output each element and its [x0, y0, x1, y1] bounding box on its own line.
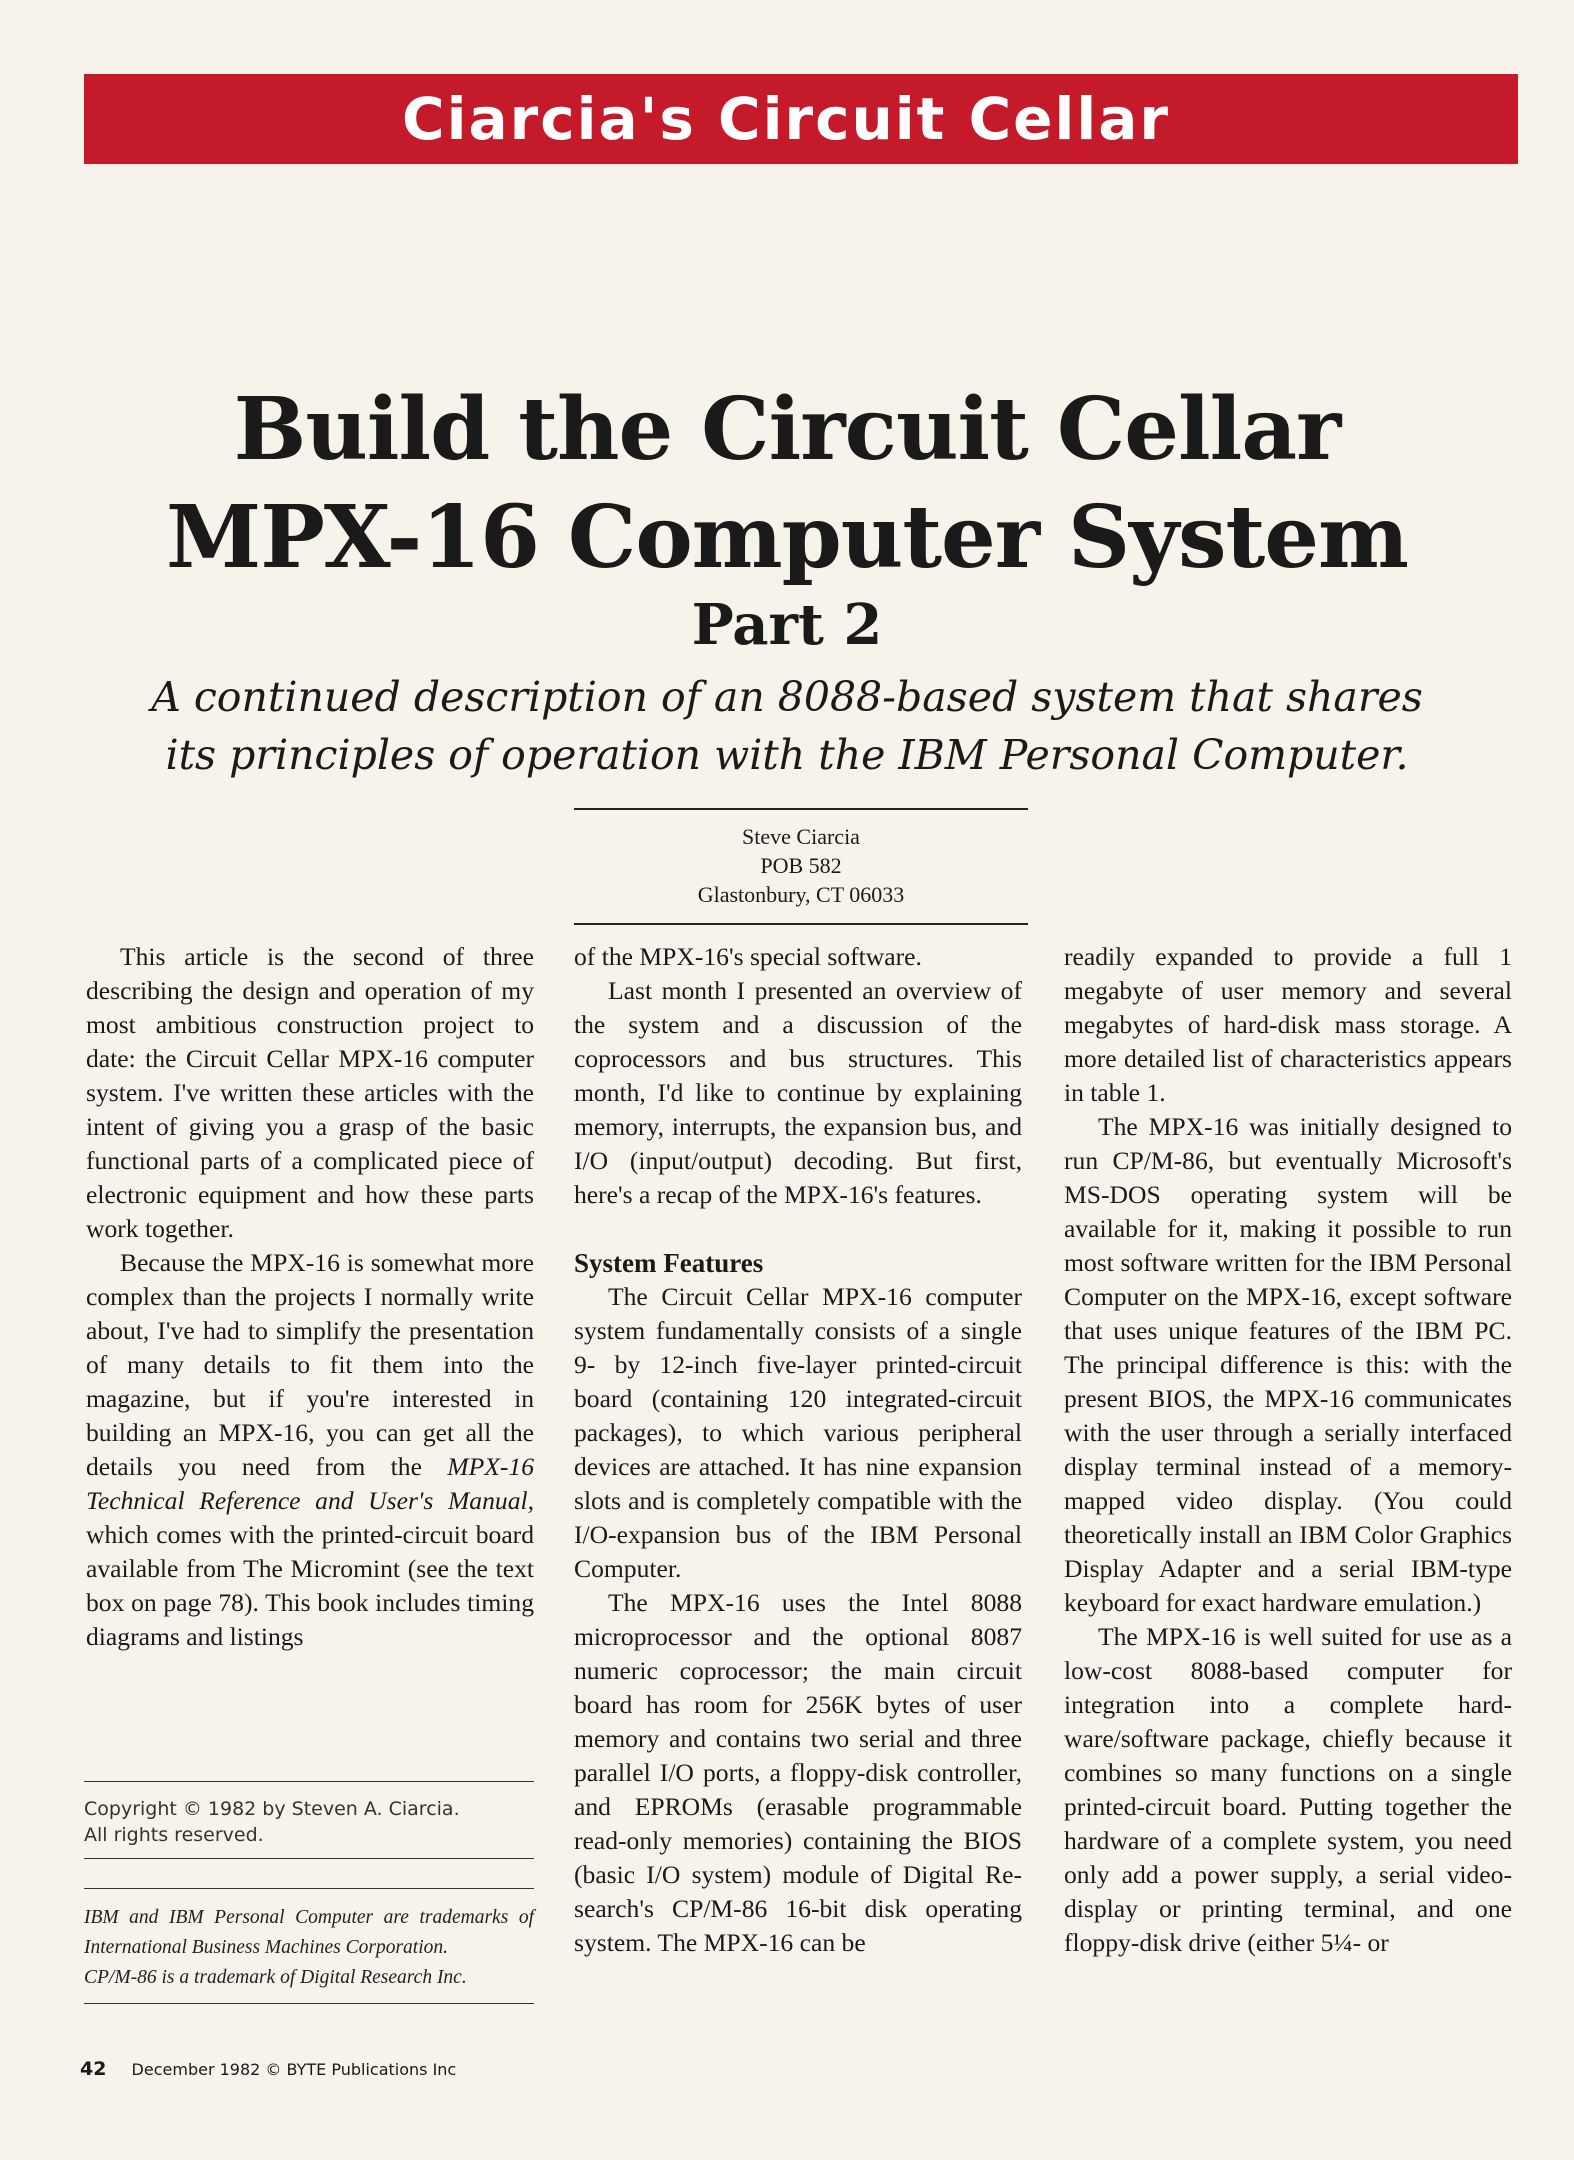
- paragraph: This article is the second of three describing the design and operation of my most ambitious construction project to date: the Circuit Cellar MPX-16 computer system. I've written these articles with the intent of giving you a grasp of the basic functional parts of a complicated piece of electronic equipment and how these parts work together.: [86, 942, 534, 1243]
- author-address-2: Glastonbury, CT 06033: [697, 882, 905, 907]
- author-byline: [574, 808, 1028, 925]
- text-column-3: [1064, 940, 1512, 1960]
- text-column-1: [86, 940, 534, 1654]
- page-number: 42: [80, 2058, 107, 2080]
- paragraph: [86, 1246, 534, 1654]
- paragraph-text: Because the MPX-16 is somewhat more complex than the projects I normally write about, I've had to simplify the presentation of many details to fit them into the magazine, but if you're interested in building an MPX-16, you can get all the details you need from the: [86, 1248, 534, 1481]
- paragraph: readily expanded to provide a full 1 megabyte of user memory and several megabytes of hard-disk mass storage. A more detailed list of characteristics appears in table 1.: [1064, 942, 1512, 1107]
- author-name: Steve Ciarcia: [742, 824, 860, 849]
- paragraph: of the MPX-16's special software.: [574, 942, 922, 971]
- copyright-notice: [84, 1781, 534, 1859]
- headline-part: Part 2: [691, 592, 883, 658]
- author-address-1: POB 582: [760, 853, 842, 878]
- trademark-line-1: IBM and IBM Personal Computer are trademarks of International Business Machines Corporation.: [84, 1907, 534, 1958]
- article-headline: [0, 376, 1574, 658]
- paragraph: The MPX-16 uses the Intel 8088 microprocessor and the optional 8087 numeric coprocessor; the main circuit board has room for 256K bytes of user memory and contains two serial and three parallel I/O ports, a floppy-disk controller, and EPROMs (erasable programmable read-only memories) containing the BIOS (basic I/O system) module of Digital Research's CP/M-86 16-bit disk operating system. The MPX-16 can be: [574, 1588, 1022, 1957]
- column-banner: [84, 74, 1518, 164]
- manual-title: MPX-16 Technical Reference and User's Manual,: [86, 1452, 534, 1515]
- subtitle-line-2: its principles of operation with the IBM Personal Computer.: [165, 731, 1409, 779]
- paragraph: The MPX-16 was initially designed to run CP/M-86, but eventually Microsoft's MS-DOS operating system will be available for it, making it possible to run most software written for the IBM Personal Computer on the MPX-16, except software that uses unique features of the IBM PC. The principal difference is this: with the present BIOS, the MPX-16 communicates with the user through a serially interfaced display terminal instead of a memory-mapped video display. (You could theoretically install an IBM Color Graphics Display Adapter and a serial IBM-type keyboard for exact hardware emulation.): [1064, 1112, 1512, 1617]
- page-footer: [80, 2058, 456, 2080]
- paragraph-text: which comes with the printed-circuit board available from The Micromint (see the text box on page 78). This book includes timing diagrams and listings: [86, 1520, 534, 1651]
- copyright-line-1: Copyright © 1982 by Steven A. Ciarcia.: [84, 1798, 460, 1820]
- headline-line-1: Build the Circuit Cellar: [233, 379, 1341, 480]
- column-title: Ciarcia's Circuit Cellar: [402, 85, 1170, 153]
- text-column-2: [574, 940, 1022, 1960]
- paragraph: Last month I presented an overview of the system and a discussion of the coprocessors and bus structures. This month, I'd like to continue by explaining memory, interrupts, the expansion bus, and I/O (input/output) decoding. But first, here's a recap of the MPX-16's features.: [574, 976, 1022, 1209]
- article-subtitle: [100, 668, 1474, 784]
- section-heading: System Features: [574, 1248, 764, 1278]
- paragraph: The MPX-16 is well suited for use as a low-cost 8088-based computer for integration into a complete hardware/software package, chiefly because it combines so many functions on a single printed-circuit board. Putting together the hardware of a complete system, you need only add a power supply, a serial video-display or printing terminal, and one floppy-disk drive (either 5¼- or: [1064, 1622, 1512, 1957]
- headline-line-2: MPX-16 Computer System: [166, 487, 1408, 588]
- trademark-line-2: CP/M-86 is a trademark of Digital Research Inc.: [84, 1967, 467, 1988]
- trademark-notice: [84, 1888, 534, 2004]
- copyright-line-2: All rights reserved.: [84, 1824, 264, 1846]
- paragraph: The Circuit Cellar MPX-16 computer system fundamentally consists of a single 9- by 12-inch five-layer printed-circuit board (containing 120 integrated-circuit packages), to which various peripheral devices are attached. It has nine expansion slots and is completely compatible with the I/O-expansion bus of the IBM Personal Computer.: [574, 1282, 1022, 1583]
- subtitle-line-1: A continued description of an 8088-based system that shares: [151, 673, 1423, 721]
- footer-text: December 1982 © BYTE Publications Inc: [131, 2060, 457, 2079]
